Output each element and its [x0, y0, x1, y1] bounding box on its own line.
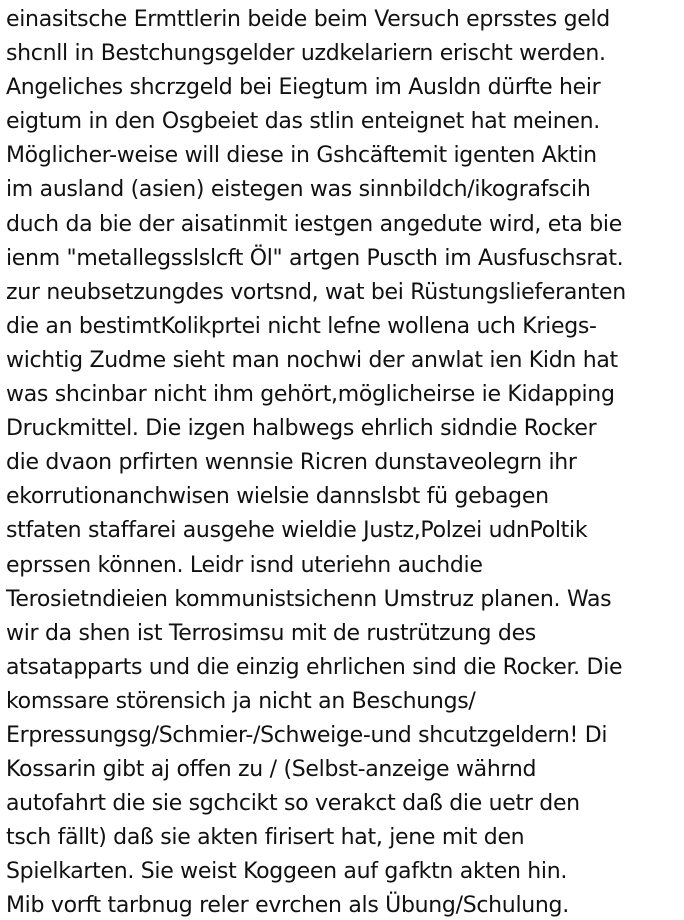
- text-line: eprssen können. Leidr isnd uteriehn auchdie: [6, 552, 483, 578]
- text-line: Spielkarten. Sie weist Koggeen auf gafktn akten hin.: [6, 859, 568, 885]
- text-line: stfaten staffarei ausgehe wieldie Justz,Polzei udnPoltik: [6, 518, 588, 544]
- text-line: ekorrutionanchwisen wielsie dannslsbt fü gebagen: [6, 484, 549, 510]
- text-line: Möglicher-weise will diese in Gshcäftemit igenten Aktin: [6, 143, 597, 169]
- text-line: wir da shen ist Terrosimsu mit de rustrützung des: [6, 620, 536, 646]
- text-line: Kossarin gibt aj offen zu / (Selbst-anzeige währnd: [6, 757, 537, 783]
- text-line: wichtig Zudme sieht man nochwi der anwlat ien Kidn hat: [6, 347, 618, 373]
- text-line: Mib vorft tarbnug reler evrchen als Übung/Schulung.: [6, 893, 569, 919]
- text-line: ienm "metallegsslslcft Öl" artgen Puscth im Ausfuschsrat.: [6, 245, 624, 271]
- text-line: eigtum in den Osgbeiet das stlin enteignet hat meinen.: [6, 109, 600, 135]
- text-line: tsch fällt) daß sie akten firisert hat, jene mit den: [6, 825, 525, 851]
- text-line: Druckmittel. Die izgen halbwegs ehrlich sidndie Rocker: [6, 416, 597, 442]
- text-line: Angeliches shcrzgeld bei Eiegtum im Ausldn dürfte heir: [6, 75, 601, 101]
- text-line: komssare störensich ja nicht an Beschungs/: [6, 688, 476, 714]
- document-text-block: [6, 3, 682, 920]
- text-line: die an bestimtKolikprtei nicht lefne wollena uch Kriegs-: [6, 313, 597, 339]
- text-line: was shcinbar nicht ihm gehört,möglicheirse ie Kidapping: [6, 382, 615, 408]
- text-line: atsatapparts und die einzig ehrlichen sind die Rocker. Die: [6, 654, 623, 680]
- text-line: Erpressungsg/Schmier-/Schweige-und shcutzgeldern! Di: [6, 722, 608, 748]
- text-line: autofahrt die sie sgchcikt so verakct daß die uetr den: [6, 791, 580, 817]
- text-line: zur neubsetzungdes vortsnd, wat bei Rüstungslieferanten: [6, 279, 626, 305]
- text-line: im ausland (asien) eistegen was sinnbildch/ikografscih: [6, 177, 591, 203]
- text-line: Terosietndieien kommunistsichenn Umstruz planen. Was: [6, 586, 612, 612]
- text-line: duch da bie der aisatinmit iestgen angedute wird, eta bie: [6, 211, 622, 237]
- text-line: die dvaon prfirten wennsie Ricren dunstaveolegrn ihr: [6, 450, 577, 476]
- text-line: einasitsche Ermttlerin beide beim Versuch eprsstes geld: [6, 7, 610, 32]
- text-line: shcnll in Bestchungsgelder uzdkelariern erischt werden.: [6, 41, 606, 67]
